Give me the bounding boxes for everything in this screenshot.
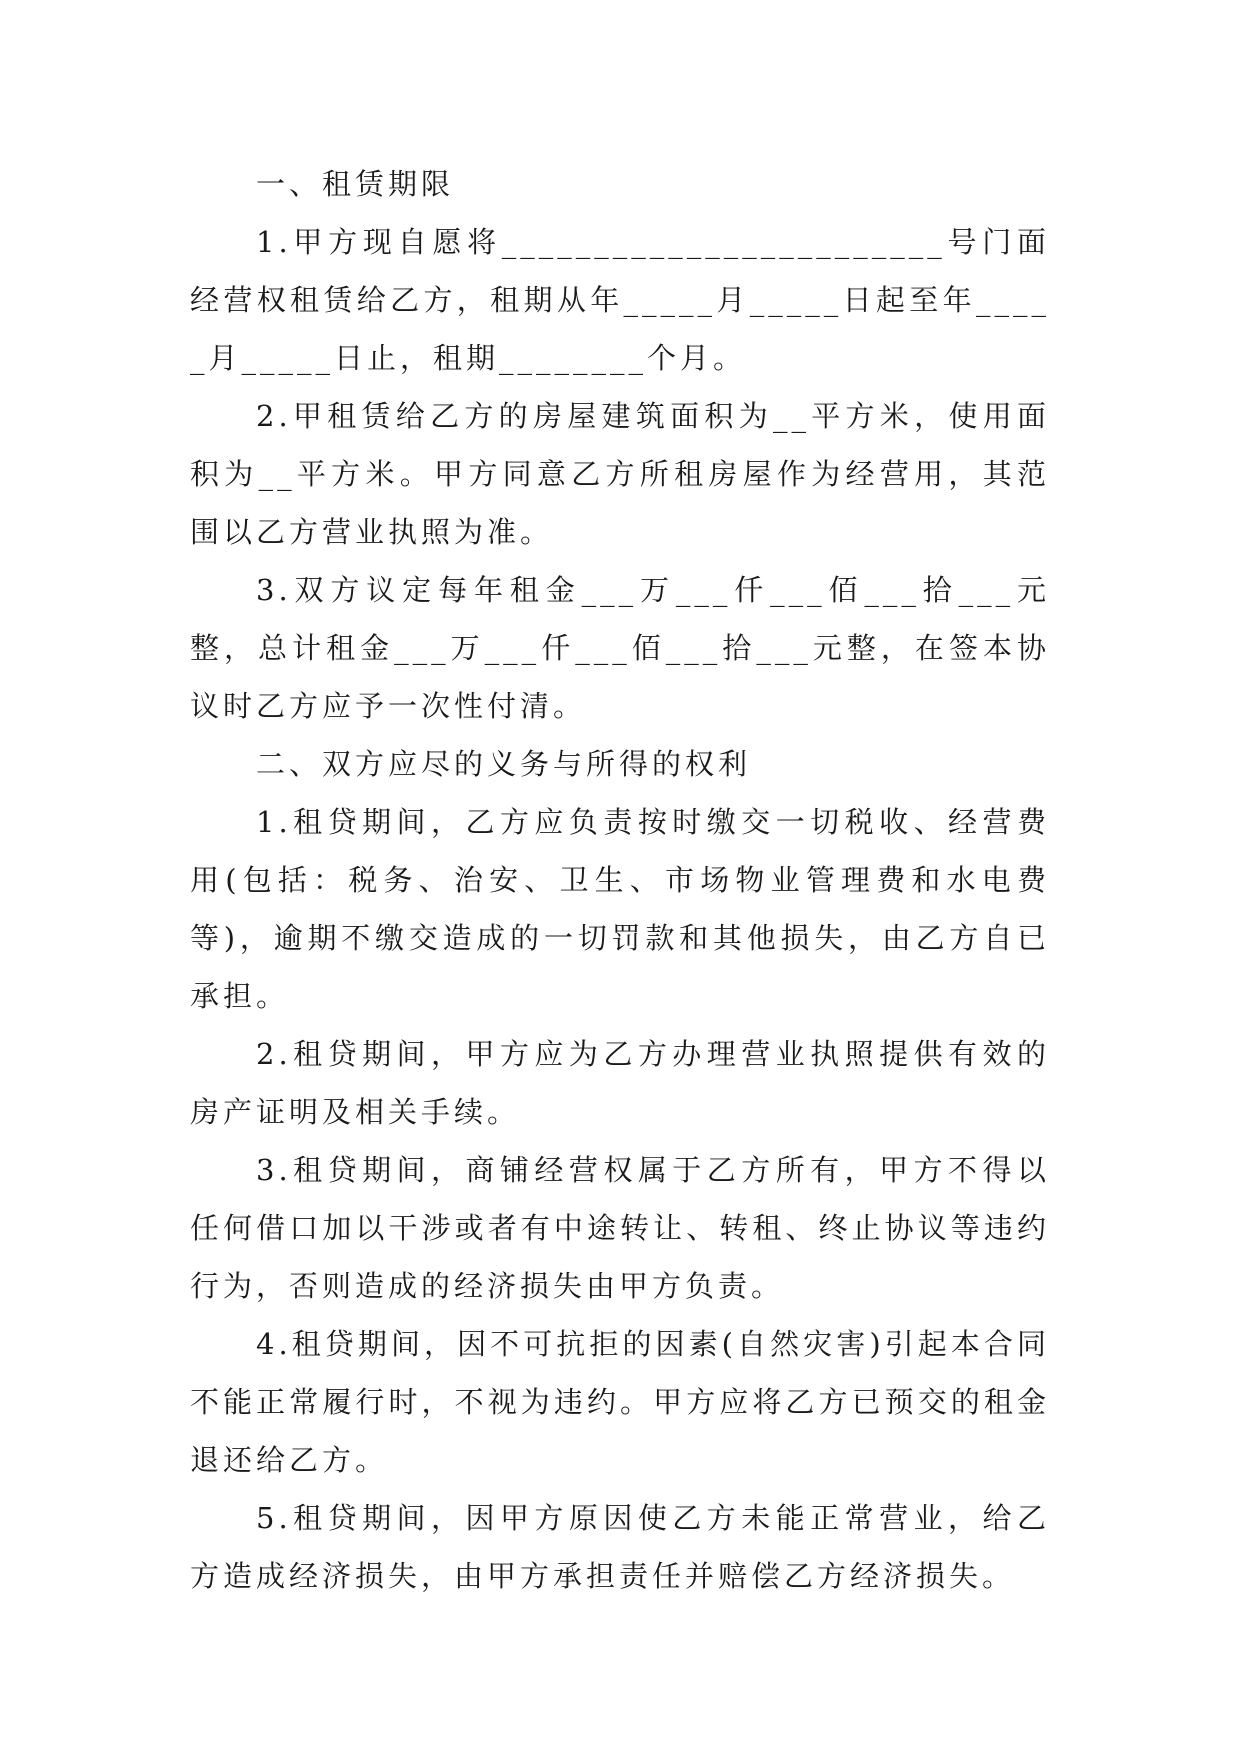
- clause-2-3-operating-rights: 3.租贷期间，商铺经营权属于乙方所有，甲方不得以任何借口加以干涉或者有中途转让、转租、终止协议等违约行为，否则造成的经济损失由甲方负责。: [190, 1153, 1050, 1303]
- clause-2-5-compensation: 5.租贷期间，因甲方原因使乙方未能正常营业，给乙方造成经济损失，由甲方承担责任并赔偿乙方经济损失。: [190, 1501, 1050, 1593]
- clause-2-2-license-documents: 2.租贷期间，甲方应为乙方办理营业执照提供有效的房产证明及相关手续。: [190, 1037, 1050, 1129]
- clause-2-1-taxes-fees: 1.租贷期间，乙方应负责按时缴交一切税收、经营费用(包括：税务、治安、卫生、市场物业管理费和水电费等)，逾期不缴交造成的一切罚款和其他损失，由乙方自已承担。: [190, 805, 1050, 1013]
- clause-1-1-lease-grant: 1.甲方现自愿将________________________号门面经营权租赁给乙方，租期从年_____月_____日起至年_____月_____日止，租期________个月。: [190, 225, 1050, 375]
- clause-2-4-force-majeure: 4.租贷期间，因不可抗拒的因素(自然灾害)引起本合同不能正常履行时，不视为违约。甲方应将乙方已预交的租金退还给乙方。: [190, 1327, 1050, 1477]
- clause-1-2-area: 2.甲租赁给乙方的房屋建筑面积为__平方米，使用面积为__平方米。甲方同意乙方所租房屋作为经营用，其范围以乙方营业执照为准。: [190, 399, 1050, 549]
- section-heading-obligations-rights: 二、双方应尽的义务与所得的权利: [256, 747, 752, 781]
- section-heading-lease-term: 一、租赁期限: [256, 167, 455, 201]
- clause-1-3-rent: 3.双方议定每年租金___万___仟___佰___拾___元整，总计租金___万___仟___佰___拾___元整，在签本协议时乙方应予一次性付清。: [190, 573, 1050, 723]
- document-body: [190, 155, 1050, 1605]
